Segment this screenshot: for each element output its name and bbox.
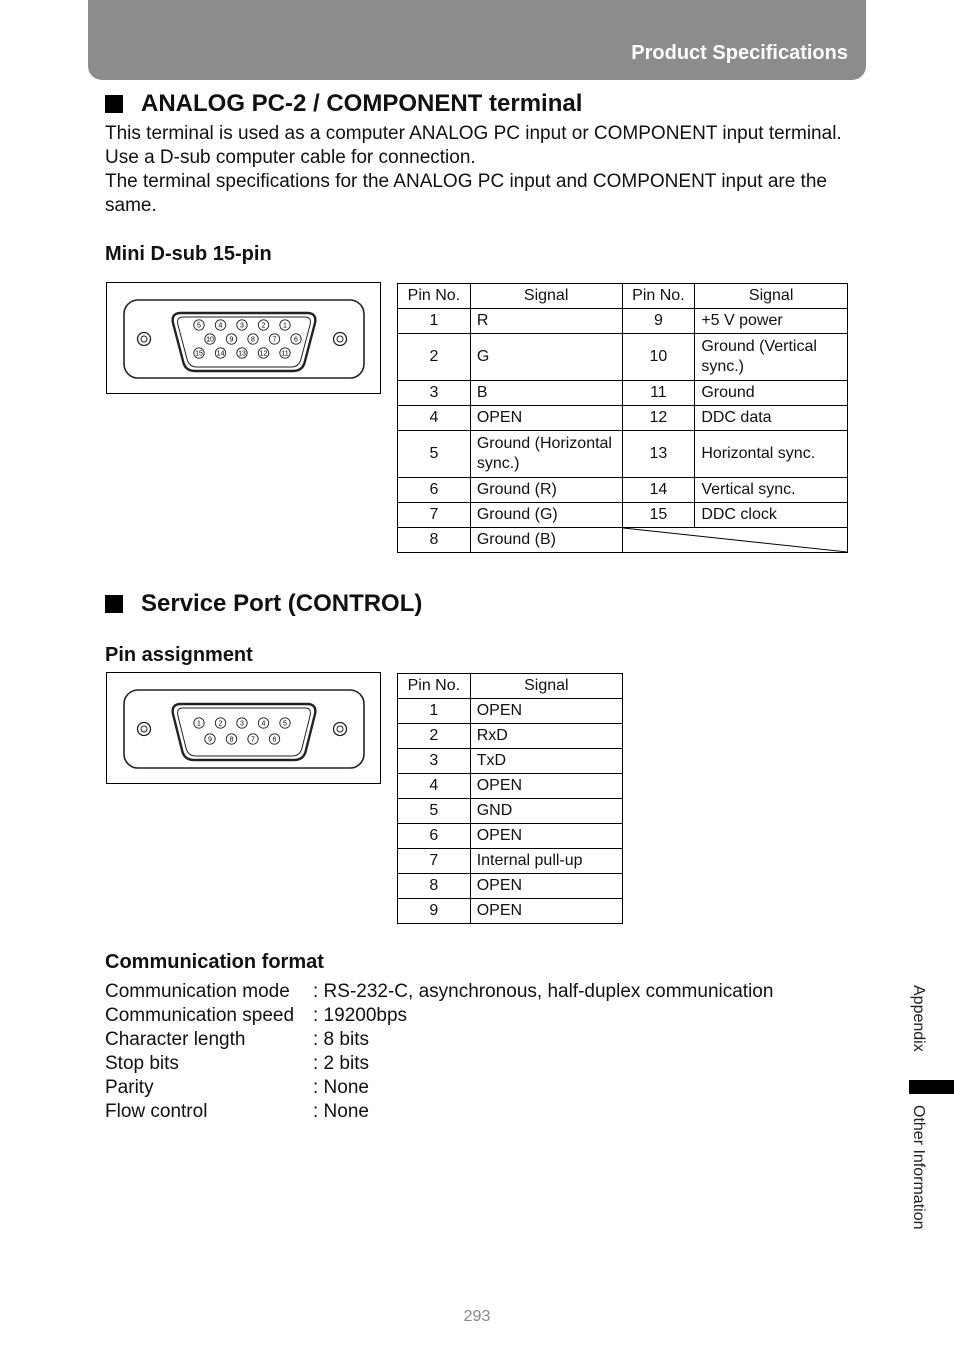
format-value: : 19200bps xyxy=(313,1005,408,1026)
page-number: 293 xyxy=(463,1308,491,1325)
format-label: Stop bits xyxy=(105,1053,179,1074)
pin-number: 6 xyxy=(398,824,471,849)
comm-format-list xyxy=(105,980,773,1124)
pin-number: 2 xyxy=(398,724,471,749)
connector-pin-label: 6 xyxy=(272,736,277,744)
table-row xyxy=(398,528,848,553)
pin-number: 7 xyxy=(398,503,471,528)
signal: OPEN xyxy=(470,406,622,431)
connector-pin-label: 2 xyxy=(261,322,266,330)
table-header: Signal xyxy=(470,284,622,309)
table-row xyxy=(398,724,623,749)
pin-number: 2 xyxy=(398,334,471,381)
pin-number: 14 xyxy=(622,478,695,503)
pin-assignment-heading: Pin assignment xyxy=(105,644,253,666)
pin-number: 5 xyxy=(398,431,471,478)
format-label: Parity xyxy=(105,1077,154,1098)
pin-number: 1 xyxy=(398,699,471,724)
format-label: Communication speed xyxy=(105,1005,295,1026)
signal: B xyxy=(470,381,622,406)
table-row xyxy=(398,874,623,899)
connector-pin-label: 9 xyxy=(208,736,212,744)
signal: Ground (R) xyxy=(470,478,622,503)
table-row xyxy=(398,774,623,799)
table-row xyxy=(398,899,623,924)
screw-hole-icon xyxy=(334,333,347,346)
table-row xyxy=(398,824,623,849)
pin-number: 9 xyxy=(622,309,695,334)
signal: Ground (Horizontal sync.) xyxy=(470,431,622,478)
connector-pin-label: 8 xyxy=(229,736,234,744)
table-row xyxy=(398,749,623,774)
table-header-row xyxy=(398,284,848,309)
table-row xyxy=(398,309,848,334)
pin-number: 5 xyxy=(398,799,471,824)
signal: Ground (Vertical sync.) xyxy=(695,334,848,381)
pin-number: 8 xyxy=(398,528,471,553)
pin-number: 7 xyxy=(398,849,471,874)
table-header: Signal xyxy=(695,284,848,309)
connector-pin-label: 1 xyxy=(197,720,201,728)
format-value: : 2 bits xyxy=(313,1053,369,1074)
signal: Internal pull-up xyxy=(470,849,622,874)
screw-hole-icon xyxy=(334,723,347,736)
pin-number: 1 xyxy=(398,309,471,334)
signal: OPEN xyxy=(470,699,622,724)
connector-pin-label: 13 xyxy=(238,350,246,358)
list-item xyxy=(105,980,773,1004)
pin-number: 3 xyxy=(398,381,471,406)
mini-dsub-heading: Mini D-sub 15-pin xyxy=(105,243,272,265)
table-header-row xyxy=(398,674,623,699)
format-value: : None xyxy=(313,1077,369,1098)
header-title: Product Specifications xyxy=(631,42,848,64)
signal: GND xyxy=(470,799,622,824)
pin-number: 4 xyxy=(398,774,471,799)
signal: OPEN xyxy=(470,774,622,799)
pin-number: 10 xyxy=(622,334,695,381)
side-tab-marker xyxy=(909,1080,954,1094)
signal: DDC data xyxy=(695,406,848,431)
connector-pin-label: 5 xyxy=(283,720,287,728)
side-tab-other-information[interactable]: Other Information xyxy=(910,1105,927,1230)
side-tab-appendix[interactable]: Appendix xyxy=(910,985,927,1052)
connector-pin-label: 14 xyxy=(216,350,225,358)
dsub15-pin-table xyxy=(397,283,848,553)
connector-pin-label: 3 xyxy=(240,720,244,728)
signal: Ground (G) xyxy=(470,503,622,528)
pin-number: 11 xyxy=(622,381,695,406)
service-port-pin-table xyxy=(397,673,623,924)
table-header: Pin No. xyxy=(622,284,695,309)
section-title-service-port xyxy=(105,590,422,618)
table-row xyxy=(398,406,848,431)
connector-pin-label: 12 xyxy=(259,350,268,358)
dsub9-connector-diagram xyxy=(106,672,381,784)
square-bullet-icon xyxy=(105,95,123,113)
table-row xyxy=(398,799,623,824)
pin-number: 13 xyxy=(622,431,695,478)
signal: TxD xyxy=(470,749,622,774)
analog-spec-note: The terminal specifications for the ANALOG PC input and COMPONENT input are the same. xyxy=(105,171,827,216)
list-item xyxy=(105,1076,773,1100)
signal: Vertical sync. xyxy=(695,478,848,503)
signal: +5 V power xyxy=(695,309,848,334)
signal: G xyxy=(470,334,622,381)
format-label: Flow control xyxy=(105,1101,208,1122)
connector-pin-label: 1 xyxy=(283,322,287,330)
table-row xyxy=(398,699,623,724)
table-header: Pin No. xyxy=(398,284,471,309)
connector-pin-label: 7 xyxy=(251,736,255,744)
connector-pin-label: 8 xyxy=(251,336,255,344)
signal: OPEN xyxy=(470,824,622,849)
pin-number: 9 xyxy=(398,899,471,924)
signal: Horizontal sync. xyxy=(695,431,848,478)
connector-pin-label: 6 xyxy=(294,336,298,344)
signal: R xyxy=(470,309,622,334)
pin-number: 15 xyxy=(622,503,695,528)
pin-number: 8 xyxy=(398,874,471,899)
pin-number: 6 xyxy=(398,478,471,503)
section-title-analog xyxy=(105,90,582,118)
table-row xyxy=(398,478,848,503)
pin-number: 3 xyxy=(398,749,471,774)
comm-format-heading: Communication format xyxy=(105,951,324,973)
connector-pin-label: 4 xyxy=(218,322,223,330)
format-label: Character length xyxy=(105,1029,246,1050)
list-item xyxy=(105,1004,773,1028)
section-title-service-port-text: Service Port (CONTROL) xyxy=(141,590,423,617)
connector-pin-label: 5 xyxy=(197,322,201,330)
connector-pin-label: 9 xyxy=(229,336,234,344)
list-item xyxy=(105,1052,773,1076)
table-row xyxy=(398,431,848,478)
square-bullet-icon xyxy=(105,595,123,613)
table-row xyxy=(398,849,623,874)
connector-pin-label: 11 xyxy=(281,350,289,358)
screw-hole-icon xyxy=(138,723,151,736)
analog-description: This terminal is used as a computer ANALOG PC input or COMPONENT input terminal. Use a D-sub computer cable for connection. xyxy=(105,123,842,168)
format-label: Communication mode xyxy=(105,981,290,1002)
format-value: : RS-232-C, asynchronous, half-duplex communication xyxy=(313,981,774,1002)
pin-number: 12 xyxy=(622,406,695,431)
list-item xyxy=(105,1028,773,1052)
table-row xyxy=(398,503,848,528)
side-tab xyxy=(900,985,940,1255)
screw-hole-icon xyxy=(138,333,151,346)
connector-pin-label: 4 xyxy=(261,720,266,728)
table-header: Pin No. xyxy=(398,674,471,699)
format-value: : 8 bits xyxy=(313,1029,369,1050)
table-row xyxy=(398,381,848,406)
dsub15-connector-diagram xyxy=(106,282,381,394)
section-title-analog-text: ANALOG PC-2 / COMPONENT terminal xyxy=(141,90,583,117)
connector-pin-label: 10 xyxy=(206,336,214,344)
signal: DDC clock xyxy=(695,503,848,528)
signal: Ground (B) xyxy=(470,528,622,553)
signal: OPEN xyxy=(470,899,622,924)
connector-pin-label: 7 xyxy=(272,336,277,344)
pin-number: 4 xyxy=(398,406,471,431)
table-header: Signal xyxy=(470,674,622,699)
connector-pin-label: 15 xyxy=(195,350,203,358)
table-row xyxy=(398,334,848,381)
list-item xyxy=(105,1100,773,1124)
signal: RxD xyxy=(470,724,622,749)
format-value: : None xyxy=(313,1101,369,1122)
signal: Ground xyxy=(695,381,848,406)
signal: OPEN xyxy=(470,874,622,899)
connector-pin-label: 3 xyxy=(240,322,244,330)
header-bar xyxy=(88,0,866,80)
empty-diagonal-cell xyxy=(622,528,848,553)
connector-pin-label: 2 xyxy=(218,720,223,728)
